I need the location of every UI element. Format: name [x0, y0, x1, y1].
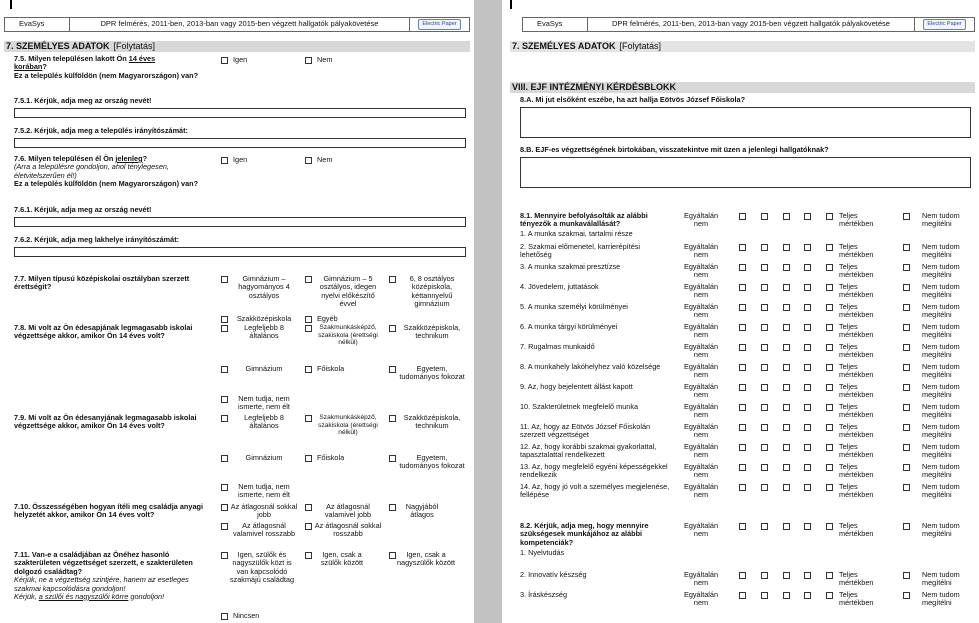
crop-mark — [510, 0, 512, 9]
rating-checkbox[interactable] — [739, 304, 746, 311]
checkbox[interactable] — [221, 276, 228, 283]
rating-checkbox[interactable] — [804, 404, 811, 411]
rating-checkbox[interactable] — [783, 364, 790, 371]
rating-checkbox[interactable] — [804, 484, 811, 491]
checkbox[interactable] — [389, 276, 396, 283]
scale-low-label: Egyáltalán nem — [683, 282, 719, 300]
question-8-2: 8.2. Kérjük, adja meg, hogy mennyire szükségesek munkájához az alábbi kompetenciák? — [520, 521, 649, 547]
option-label: Gimnázium — [245, 453, 283, 462]
checkbox[interactable] — [389, 366, 396, 373]
scale-high-label: Teljes mértékben — [839, 521, 874, 539]
scale-low-label: Egyáltalán nem — [683, 462, 719, 480]
rating-checkbox[interactable] — [804, 364, 811, 371]
option-label: Szakközépiskola, technikum — [403, 413, 461, 431]
question-8-b: 8.B. EJF-es végzettségének birtokában, visszatekintve mit üzen a jelenlegi hallgatóknak? — [520, 145, 829, 154]
rating-checkbox[interactable] — [761, 284, 768, 291]
question-7-11: 7.11. Van-e a családjában az Önéhez hasonló szakterületen végzettséget szerzett, e szakterületen dolgozó családtag? Kérjük, ne a végzettség szintjére, hanem az esetleges szakmai kapcsolódásra gondoljon! Kérjük, a szülői és nagyszülői körre gondoljon! — [14, 550, 193, 601]
option-label: Az átlagosnál valamivel jobb — [324, 502, 372, 520]
option-label: Szakmunkásképző, szakiskola (érettségi nélkül) — [318, 414, 378, 437]
option-label: Szakközépiskola — [236, 314, 292, 323]
question-8-1: 8.1. Mennyire befolyásolták az alábbi tényezők a munkaválallását? — [520, 211, 648, 229]
checkbox[interactable] — [389, 415, 396, 422]
option-label: Nem tudja, nem ismerte, nem élt — [238, 482, 290, 500]
dont-know-label: Nem tudom megítélni — [922, 342, 960, 360]
checkbox[interactable] — [305, 504, 312, 511]
rating-checkbox[interactable] — [761, 244, 768, 251]
dont-know-checkbox[interactable] — [903, 484, 910, 491]
checkbox[interactable] — [305, 415, 312, 422]
dont-know-label: Nem tudom megítélni — [922, 242, 960, 260]
text-field[interactable] — [14, 108, 466, 118]
checkbox[interactable] — [305, 157, 312, 164]
rating-checkbox[interactable] — [826, 404, 833, 411]
scale-high-label: Teljes mértékben — [839, 242, 874, 260]
rating-checkbox[interactable] — [761, 404, 768, 411]
rating-checkbox[interactable] — [804, 213, 811, 220]
scale-high-label: Teljes mértékben — [839, 422, 874, 440]
rating-checkbox[interactable] — [826, 264, 833, 271]
scale-high-label: Teljes mértékben — [839, 262, 874, 280]
dont-know-checkbox[interactable] — [903, 344, 910, 351]
dont-know-label: Nem tudom megítélni — [922, 482, 960, 500]
rating-checkbox[interactable] — [739, 284, 746, 291]
rating-checkbox[interactable] — [739, 213, 746, 220]
dont-know-label: Nem tudom megítélni — [922, 462, 960, 480]
rating-checkbox[interactable] — [804, 444, 811, 451]
rating-checkbox[interactable] — [783, 384, 790, 391]
section-note: [Folytatás] — [113, 41, 156, 52]
rating-checkbox[interactable] — [826, 523, 833, 530]
item-label: 4. Jövedelem, juttatások — [520, 282, 599, 291]
rating-checkbox[interactable] — [804, 244, 811, 251]
option-label: Legfeljebb 8 általános — [244, 323, 284, 341]
block-label: VIII. EJF INTÉZMÉNYI KÉRDÉSBLOKK — [512, 82, 677, 93]
option-label: Szakközépiskola, technikum — [403, 323, 461, 341]
dont-know-checkbox[interactable] — [903, 213, 910, 220]
rating-checkbox[interactable] — [739, 384, 746, 391]
rating-checkbox[interactable] — [739, 344, 746, 351]
rating-checkbox[interactable] — [761, 464, 768, 471]
scale-low-label: Egyáltalán nem — [683, 322, 719, 340]
rating-checkbox[interactable] — [761, 324, 768, 331]
rating-checkbox[interactable] — [739, 264, 746, 271]
rating-checkbox[interactable] — [804, 572, 811, 579]
option-label: Nem tudja, nem ismerte, nem élt — [238, 394, 290, 412]
option-label: Egyetem, tudományos fokozat — [399, 364, 465, 382]
option-label: Egyetem, tudományos fokozat — [399, 453, 465, 471]
checkbox[interactable] — [221, 57, 228, 64]
scale-low-label: Egyáltalán nem — [683, 302, 719, 320]
option-label: Az átlagosnál sokkal rosszabb — [314, 521, 382, 539]
checkbox[interactable] — [221, 484, 228, 491]
dont-know-checkbox[interactable] — [903, 464, 910, 471]
rating-checkbox[interactable] — [826, 444, 833, 451]
header-title: DPR felmérés, 2011-ben, 2013-ban vagy 2015-ben végzett hallgatók pályakövetése — [612, 19, 890, 29]
scale-low-label: Egyáltalán nem — [683, 570, 719, 588]
checkbox[interactable] — [221, 157, 228, 164]
scale-high-label: Teljes mértékben — [839, 362, 874, 380]
option-label: Nem — [317, 155, 333, 164]
item-label: 12. Az, hogy korábbi szakmai gyakorlattal, tapasztalattal rendelkezett — [520, 442, 657, 460]
rating-checkbox[interactable] — [739, 572, 746, 579]
item-label: 2. Innovatív készség — [520, 570, 587, 579]
scale-low-label: Egyáltalán nem — [683, 342, 719, 360]
dont-know-label: Nem tudom megítélni — [922, 262, 960, 280]
rating-checkbox[interactable] — [804, 523, 811, 530]
rating-checkbox[interactable] — [739, 523, 746, 530]
checkbox[interactable] — [305, 552, 312, 559]
scale-high-label: Teljes mértékben — [839, 342, 874, 360]
item-label: 1. A munka szakmai, tartalmi része — [520, 229, 633, 238]
checkbox[interactable] — [221, 455, 228, 462]
option-label: Legfeljebb 8 általános — [244, 413, 284, 431]
scale-low-label: Egyáltalán nem — [683, 382, 719, 400]
rating-checkbox[interactable] — [761, 444, 768, 451]
scale-low-label: Egyáltalán nem — [683, 262, 719, 280]
question-7-6-1: 7.6.1. Kérjük, adja meg az ország nevét! — [14, 205, 152, 214]
dont-know-checkbox[interactable] — [903, 592, 910, 599]
checkbox[interactable] — [221, 552, 228, 559]
block-title — [510, 82, 975, 93]
checkbox[interactable] — [221, 415, 228, 422]
rating-checkbox[interactable] — [826, 364, 833, 371]
rating-checkbox[interactable] — [783, 572, 790, 579]
rating-checkbox[interactable] — [804, 424, 811, 431]
checkbox[interactable] — [305, 366, 312, 373]
question-7-7: 7.7. Milyen típusú középiskolai osztályban szerzett érettségit? — [14, 274, 190, 292]
option-label: Nagyjából átlagos — [405, 502, 439, 520]
dont-know-checkbox[interactable] — [903, 444, 910, 451]
scale-low-label: Egyáltalán nem — [683, 521, 719, 539]
text-area[interactable] — [520, 157, 971, 188]
scale-high-label: Teljes mértékben — [839, 570, 874, 588]
crop-mark — [10, 0, 12, 9]
question-7-10: 7.10. Összességében hogyan ítéli meg családja anyagi helyzetét akkor, amikor Ön 14 éves volt? — [14, 502, 203, 520]
rating-checkbox[interactable] — [761, 213, 768, 220]
checkbox[interactable] — [221, 396, 228, 403]
scale-high-label: Teljes mértékben — [839, 382, 874, 400]
header-title: DPR felmérés, 2011-ben, 2013-ban vagy 2015-ben végzett hallgatók pályakövetése — [100, 19, 379, 29]
rating-checkbox[interactable] — [761, 592, 768, 599]
dont-know-label: Nem tudom megítélni — [922, 211, 960, 229]
item-label: 13. Az, hogy megfelelő egyéni képességekkel rendelkezik — [520, 462, 668, 480]
question-8-a: 8.A. Mi jut elsőként eszébe, ha azt hallja Eötvös József Főiskola? — [520, 95, 746, 104]
section-label: 7. SZEMÉLYES ADATOK — [512, 41, 616, 52]
dont-know-checkbox[interactable] — [903, 284, 910, 291]
rating-checkbox[interactable] — [739, 444, 746, 451]
option-label: Egyéb — [317, 314, 338, 323]
rating-checkbox[interactable] — [761, 364, 768, 371]
item-label: 7. Rugalmas munkaidő — [520, 342, 595, 351]
option-label: Nem — [317, 55, 333, 64]
dont-know-label: Nem tudom megítélni — [922, 282, 960, 300]
checkbox[interactable] — [305, 455, 312, 462]
rating-checkbox[interactable] — [761, 264, 768, 271]
dont-know-checkbox[interactable] — [903, 572, 910, 579]
rating-checkbox[interactable] — [739, 364, 746, 371]
scale-high-label: Teljes mértékben — [839, 590, 874, 608]
question-7-6-2: 7.6.2. Kérjük, adja meg lakhelye irányítószámát: — [14, 235, 180, 244]
page-header — [4, 17, 470, 32]
scale-low-label: Egyáltalán nem — [683, 362, 719, 380]
header-app: EvaSys — [523, 18, 588, 31]
text-field[interactable] — [14, 217, 466, 227]
rating-checkbox[interactable] — [826, 384, 833, 391]
rating-checkbox[interactable] — [783, 424, 790, 431]
rating-checkbox[interactable] — [826, 284, 833, 291]
rating-checkbox[interactable] — [761, 424, 768, 431]
dont-know-checkbox[interactable] — [903, 523, 910, 530]
scale-low-label: Egyáltalán nem — [683, 422, 719, 440]
rating-checkbox[interactable] — [783, 284, 790, 291]
scale-low-label: Egyáltalán nem — [683, 590, 719, 608]
rating-checkbox[interactable] — [826, 304, 833, 311]
scale-high-label: Teljes mértékben — [839, 482, 874, 500]
option-label: Gimnázium – 5 osztályos, idegen nyelvi előkészítő évvel — [319, 274, 377, 309]
rating-checkbox[interactable] — [826, 324, 833, 331]
dont-know-label: Nem tudom megítélni — [922, 570, 960, 588]
question-7-6: 7.6. Milyen településen él Ön jelenleg? (Arra a településre gondoljon, ahol ténylegesen, életvitelszerűen él!) Ez a település külföldön (nem Magyarországon) van? — [14, 154, 199, 189]
option-label: Igen, csak a nagyszülők között — [397, 550, 456, 568]
rating-checkbox[interactable] — [739, 324, 746, 331]
checkbox[interactable] — [389, 552, 396, 559]
dont-know-label: Nem tudom megítélni — [922, 442, 960, 460]
dont-know-checkbox[interactable] — [903, 244, 910, 251]
rating-checkbox[interactable] — [739, 404, 746, 411]
section-title — [4, 41, 470, 52]
question-7-5: 7.5. Milyen településen lakott Ön 14 éves korában? Ez a település külföldön (nem Magyarországon) van? — [14, 54, 199, 80]
scale-low-label: Egyáltalán nem — [683, 482, 719, 500]
question-7-8: 7.8. Mi volt az Ön édesapjának legmagasabb iskolai végzettsége akkor, amikor Ön 14 éves volt? — [14, 323, 193, 341]
item-label: 11. Az, hogy az Eötvös József Főiskolán szerzett végzettséget — [520, 422, 651, 440]
checkbox[interactable] — [221, 366, 228, 373]
item-label: 3. A munka szakmai presztízse — [520, 262, 621, 271]
checkbox[interactable] — [305, 316, 312, 323]
checkbox[interactable] — [305, 276, 312, 283]
scale-low-label: Egyáltalán nem — [683, 442, 719, 460]
rating-checkbox[interactable] — [739, 464, 746, 471]
rating-checkbox[interactable] — [804, 384, 811, 391]
rating-checkbox[interactable] — [761, 572, 768, 579]
rating-checkbox[interactable] — [783, 523, 790, 530]
rating-checkbox[interactable] — [783, 344, 790, 351]
dont-know-label: Nem tudom megítélni — [922, 302, 960, 320]
dont-know-checkbox[interactable] — [903, 304, 910, 311]
section-label: 7. SZEMÉLYES ADATOK — [6, 41, 110, 52]
rating-checkbox[interactable] — [804, 324, 811, 331]
option-label: Nincsen — [233, 611, 260, 620]
rating-checkbox[interactable] — [826, 244, 833, 251]
rating-checkbox[interactable] — [761, 523, 768, 530]
checkbox[interactable] — [221, 504, 228, 511]
rating-checkbox[interactable] — [761, 384, 768, 391]
option-label: Igen, csak a szülők között — [320, 550, 364, 568]
rating-checkbox[interactable] — [826, 464, 833, 471]
rating-checkbox[interactable] — [826, 592, 833, 599]
checkbox[interactable] — [389, 455, 396, 462]
option-label: 6, 8 osztályos középiskola, kéttannyelvű gimnázium — [409, 274, 455, 309]
scale-high-label: Teljes mértékben — [839, 442, 874, 460]
rating-checkbox[interactable] — [804, 304, 811, 311]
question-7-5-2: 7.5.2. Kérjük, adja meg a település irányítószámát: — [14, 126, 188, 135]
section-title — [510, 41, 975, 52]
rating-checkbox[interactable] — [739, 484, 746, 491]
option-label: Igen — [233, 55, 248, 64]
option-label: Igen, szülők és nagyszülők közt is van kapcsolódó szakmájú családtag — [229, 550, 295, 585]
rating-checkbox[interactable] — [783, 244, 790, 251]
dont-know-checkbox[interactable] — [903, 384, 910, 391]
right-page — [502, 0, 979, 623]
scale-low-label: Egyáltalán nem — [683, 242, 719, 260]
rating-checkbox[interactable] — [804, 344, 811, 351]
text-field[interactable] — [14, 138, 466, 148]
dont-know-label: Nem tudom megítélni — [922, 422, 960, 440]
text-area[interactable] — [520, 107, 971, 138]
dont-know-label: Nem tudom megítélni — [922, 590, 960, 608]
page-gap — [474, 0, 502, 623]
rating-checkbox[interactable] — [783, 484, 790, 491]
rating-checkbox[interactable] — [783, 213, 790, 220]
checkbox[interactable] — [221, 523, 228, 530]
rating-checkbox[interactable] — [826, 484, 833, 491]
checkbox[interactable] — [305, 523, 312, 530]
electric-paper-logo: Electric Paper — [418, 19, 460, 29]
option-label: Gimnázium – hagyományos 4 osztályos — [238, 274, 290, 300]
scale-high-label: Teljes mértékben — [839, 282, 874, 300]
section-note: [Folytatás] — [619, 41, 662, 52]
question-7-9: 7.9. Mi volt az Ön édesanyjának legmagasabb iskolai végzettsége akkor, amikor Ön 14 éves volt? — [14, 413, 197, 431]
rating-checkbox[interactable] — [739, 424, 746, 431]
dont-know-label: Nem tudom megítélni — [922, 382, 960, 400]
rating-checkbox[interactable] — [739, 592, 746, 599]
rating-checkbox[interactable] — [739, 244, 746, 251]
dont-know-checkbox[interactable] — [903, 264, 910, 271]
rating-checkbox[interactable] — [826, 213, 833, 220]
item-label: 6. A munka tárgyi körülményei — [520, 322, 618, 331]
checkbox[interactable] — [221, 613, 228, 620]
rating-checkbox[interactable] — [783, 444, 790, 451]
page-header — [522, 17, 975, 32]
text-field[interactable] — [14, 247, 466, 257]
dont-know-checkbox[interactable] — [903, 364, 910, 371]
checkbox[interactable] — [221, 316, 228, 323]
item-label: 1. Nyelvtudás — [520, 548, 565, 557]
item-label: 8. A munkahely lakóhelyhez való közelsége — [520, 362, 661, 371]
rating-checkbox[interactable] — [804, 592, 811, 599]
option-label: Az átlagosnál valamivel rosszabb — [232, 521, 296, 539]
electric-paper-logo: Electric Paper — [923, 19, 965, 29]
rating-checkbox[interactable] — [783, 324, 790, 331]
rating-checkbox[interactable] — [804, 264, 811, 271]
option-label: Főiskola — [317, 364, 345, 373]
rating-checkbox[interactable] — [761, 304, 768, 311]
item-label: 9. Az, hogy bejelentett állást kapott — [520, 382, 633, 391]
scale-high-label: Teljes mértékben — [839, 462, 874, 480]
question-7-5-1: 7.5.1. Kérjük, adja meg az ország nevét! — [14, 96, 152, 105]
item-label: 5. A munka személyi körülményei — [520, 302, 628, 311]
rating-checkbox[interactable] — [783, 304, 790, 311]
rating-checkbox[interactable] — [804, 284, 811, 291]
scale-low-label: Egyáltalán nem — [683, 402, 719, 420]
checkbox[interactable] — [305, 57, 312, 64]
scale-high-label: Teljes mértékben — [839, 211, 874, 229]
header-app: EvaSys — [5, 18, 70, 31]
option-label: Az átlagosnál sokkal jobb — [230, 502, 298, 520]
dont-know-checkbox[interactable] — [903, 424, 910, 431]
dont-know-checkbox[interactable] — [903, 324, 910, 331]
checkbox[interactable] — [221, 325, 228, 332]
dont-know-checkbox[interactable] — [903, 404, 910, 411]
rating-checkbox[interactable] — [783, 404, 790, 411]
scale-high-label: Teljes mértékben — [839, 322, 874, 340]
dont-know-label: Nem tudom megítélni — [922, 322, 960, 340]
scale-high-label: Teljes mértékben — [839, 302, 874, 320]
checkbox[interactable] — [389, 325, 396, 332]
item-label: 3. Íráskészség — [520, 590, 568, 599]
rating-checkbox[interactable] — [804, 464, 811, 471]
rating-checkbox[interactable] — [826, 572, 833, 579]
option-label: Szakmunkásképző, szakiskola (érettségi nélkül) — [318, 324, 378, 347]
dont-know-label: Nem tudom megítélni — [922, 362, 960, 380]
rating-checkbox[interactable] — [761, 344, 768, 351]
rating-checkbox[interactable] — [826, 424, 833, 431]
dont-know-label: Nem tudom megítélni — [922, 521, 960, 539]
item-label: 10. Szakterületnek megfelelő munka — [520, 402, 639, 411]
scale-low-label: Egyáltalán nem — [683, 211, 719, 229]
rating-checkbox[interactable] — [783, 592, 790, 599]
rating-checkbox[interactable] — [761, 484, 768, 491]
rating-checkbox[interactable] — [783, 464, 790, 471]
option-label: Főiskola — [317, 453, 345, 462]
left-page — [0, 0, 474, 623]
checkbox[interactable] — [305, 325, 312, 332]
item-label: 2. Szakmai előmenetel, karrierépítési lehetőség — [520, 242, 641, 260]
rating-checkbox[interactable] — [826, 344, 833, 351]
item-label: 14. Az, hogy jó volt a személyes megjelenése, fellépése — [520, 482, 670, 500]
checkbox[interactable] — [389, 504, 396, 511]
dont-know-label: Nem tudom megítélni — [922, 402, 960, 420]
scale-high-label: Teljes mértékben — [839, 402, 874, 420]
rating-checkbox[interactable] — [783, 264, 790, 271]
option-label: Gimnázium — [245, 364, 283, 373]
option-label: Igen — [233, 155, 248, 164]
